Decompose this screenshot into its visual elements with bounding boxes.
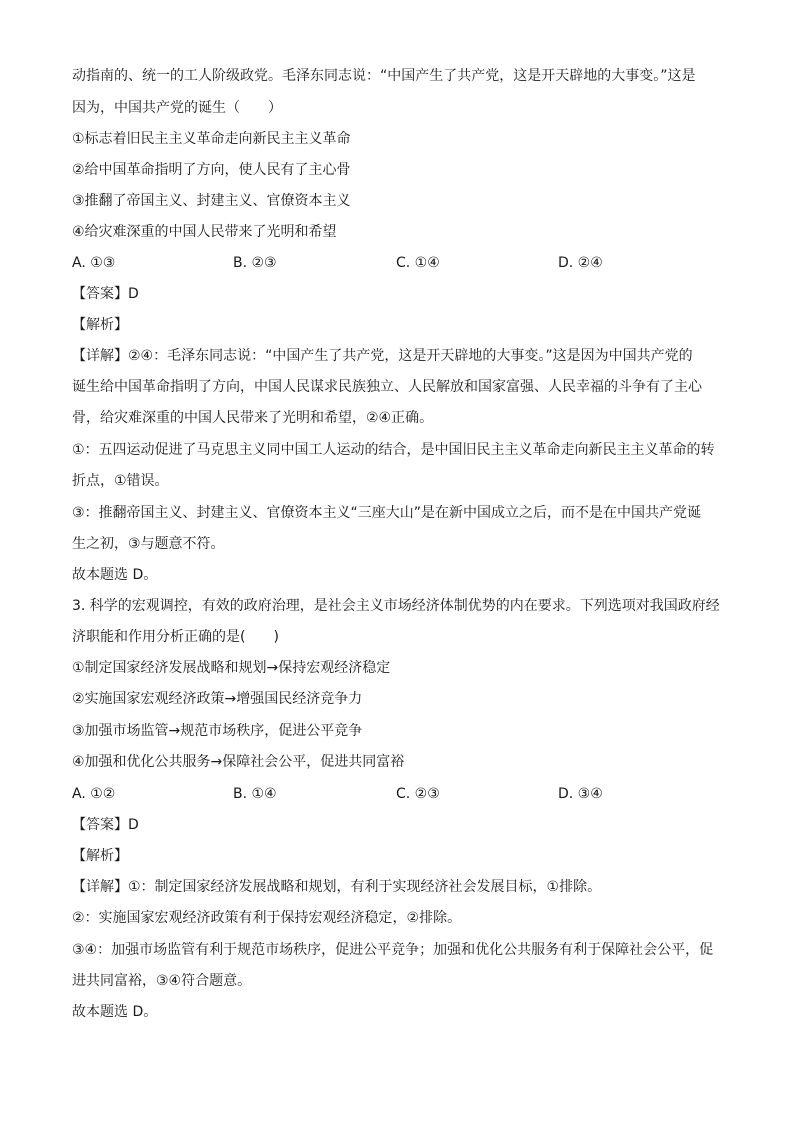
q2-statement-1: ①标志着旧民主主义革命走向新民主主义革命 — [72, 131, 351, 147]
q2-statement-2: ②给中国革命指明了方向，使人民有了主心骨 — [72, 162, 351, 178]
q3-detail-line-2: ②：实施国家宏观经济政策有利于保持宏观经济稳定，②排除。 — [72, 910, 462, 926]
q3-detail-line-3: ③④：加强市场监管有利于规范市场秩序，促进公平竞争；加强和优化公共服务有利于保障社会公平，促 — [72, 942, 714, 958]
q2-stem-line-1: 动指南的、统一的工人阶级政党。毛泽东同志说：“中国产生了共产党，这是开天辟地的大事变。”这是 — [72, 68, 696, 84]
q3-statement-4: ④加强和优化公共服务→保障社会公平，促进共同富裕 — [72, 754, 405, 770]
q2-option-a: A. ①③ — [72, 255, 116, 271]
q2-detail-line-7: 生之初，③与题意不符。 — [72, 536, 225, 552]
q3-option-a: A. ①② — [72, 786, 116, 802]
q3-detail-line-1: 【详解】①：制定国家经济发展战略和规划，有利于实现经济社会发展目标，①排除。 — [72, 879, 602, 895]
q2-detail-line-6: ③：推翻帝国主义、封建主义、官僚资本主义“三座大山”是在新中国成立之后，而不是在中国共产党诞 — [72, 505, 702, 521]
q2-answer: 【答案】D — [72, 286, 139, 302]
q2-detail-line-4: ①：五四运动促进了马克思主义同中国工人运动的结合，是中国旧民主主义革命走向新民主主义革命的转 — [72, 442, 715, 458]
q2-option-c: C. ①④ — [396, 255, 440, 271]
q2-detail-line-3: 骨，给灾难深重的中国人民带来了光明和希望，②④正确。 — [72, 410, 434, 426]
q3-answer: 【答案】D — [72, 817, 139, 833]
q2-detail-line-2: 诞生给中国革命指明了方向，中国人民谋求民族独立、人民解放和国家富强、人民幸福的斗争有了主心 — [72, 379, 702, 395]
q2-option-d: D. ②④ — [558, 255, 603, 271]
q3-stem-line-2: 济职能和作用分析正确的是( ) — [72, 629, 279, 645]
q3-statement-2: ②实施国家宏观经济政策→增强国民经济竞争力 — [72, 691, 363, 707]
q2-detail-line-8: 故本题选 D。 — [72, 567, 158, 583]
q3-statement-3: ③加强市场监管→规范市场秩序，促进公平竞争 — [72, 723, 363, 739]
q2-statement-3: ③推翻了帝国主义、封建主义、官僚资本主义 — [72, 193, 351, 209]
q3-option-b: B. ①④ — [233, 786, 277, 802]
q3-detail-line-4: 进共同富裕，③④符合题意。 — [72, 973, 252, 989]
q2-detail-line-5: 折点，①错误。 — [72, 473, 169, 489]
q3-option-d: D. ③④ — [558, 786, 603, 802]
q2-statement-4: ④给灾难深重的中国人民带来了光明和希望 — [72, 224, 337, 240]
q3-detail-line-5: 故本题选 D。 — [72, 1004, 158, 1020]
q2-option-b: B. ②③ — [233, 255, 277, 271]
q3-stem-line-1: 3. 科学的宏观调控，有效的政府治理，是社会主义市场经济体制优势的内在要求。下列选项对我国政府经 — [72, 598, 720, 614]
q3-option-c: C. ②③ — [396, 786, 440, 802]
q2-detail-line-1: 【详解】②④：毛泽东同志说：“中国产生了共产党，这是开天辟地的大事变。”这是因为中国共产党的 — [72, 348, 693, 364]
q2-analysis-heading: 【解析】 — [72, 317, 128, 333]
q2-stem-line-2: 因为，中国共产党的诞生（ ） — [72, 100, 282, 116]
q3-analysis-heading: 【解析】 — [72, 848, 128, 864]
q3-statement-1: ①制定国家经济发展战略和规划→保持宏观经济稳定 — [72, 660, 391, 676]
